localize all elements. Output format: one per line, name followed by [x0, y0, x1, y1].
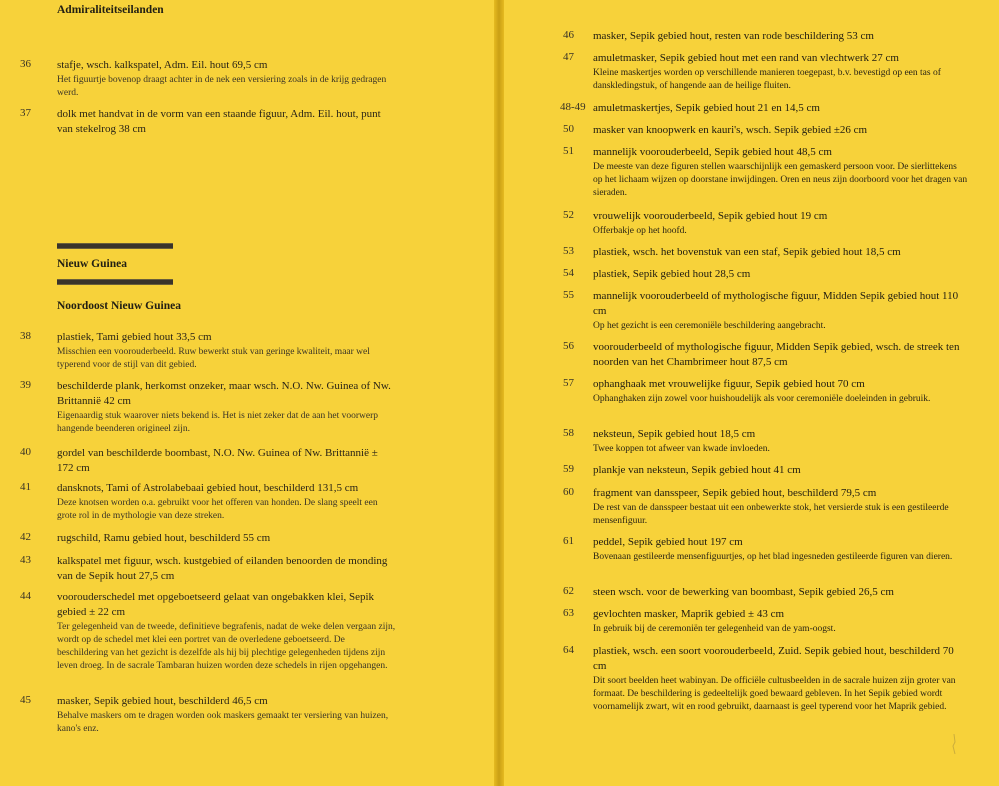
- entry-note: De meeste van deze figuren stellen waarschijnlijk een gemaskerd persoon voor. De sierlittekens op het lichaam wijzen op doorstane inwijdingen. Oren en neus zijn doorboord voor het dragen van sieraden.: [593, 162, 968, 198]
- entry-title: rugschild, Ramu gebied hout, beschilderd 55 cm: [57, 532, 271, 544]
- section-rule: [57, 279, 173, 285]
- entry-note: In gebruik bij de ceremoniën ter gelegenheid van de yam-oogst.: [593, 624, 836, 634]
- right-page: [503, 0, 999, 786]
- entry-note: Dit soort beelden heet wabinyan. De officiële cultusbeelden in de sacrale huizen zijn groter van formaat. De beschildering is gedeeltelijk goed bewaard gebleven. In het Sepik gebied wordt voornamelijk zwart, wit en rood gebruikt, daarnaast is geel typerend voor het Maprik gebied.: [593, 676, 956, 712]
- entry-number: 58: [563, 427, 574, 439]
- entry-note: Offerbakje op het hoofd.: [593, 226, 687, 236]
- entry-number: 57: [563, 377, 574, 389]
- entry-number: 53: [563, 245, 574, 257]
- entry-title: plastiek, Sepik gebied hout 28,5 cm: [593, 268, 751, 280]
- entry-number: 36: [20, 58, 31, 70]
- entry-title: plastiek, wsch. een soort voorouderbeeld, Zuid. Sepik gebied hout, beschilderd 70 cm: [593, 645, 954, 672]
- entry-title: gordel van beschilderde boombast, N.O. Nw. Guinea of Nw. Brittannië ± 172 cm: [57, 447, 378, 474]
- entry-number: 64: [563, 644, 574, 656]
- section-heading-admiraliteitseilanden: Admiraliteitseilanden: [57, 4, 164, 16]
- entry-number: 50: [563, 123, 574, 135]
- pencil-mark-icon: [949, 732, 959, 756]
- entry-number: 63: [563, 607, 574, 619]
- entry-number: 55: [563, 289, 574, 301]
- entry-title: plastiek, Tami gebied hout 33,5 cm: [57, 331, 212, 343]
- entry-title: masker, Sepik gebied hout, resten van rode beschildering 53 cm: [593, 30, 874, 42]
- entry-note: Bovenaan gestileerde mensenfiguurtjes, op het blad ingesneden gestileerde figuren van dieren.: [593, 552, 953, 562]
- entry-number: 44: [20, 590, 31, 602]
- left-page: [0, 0, 495, 786]
- entry-title: amuletmasker, Sepik gebied hout met een rand van vlechtwerk 27 cm: [593, 52, 899, 64]
- entry-number: 48-49: [560, 101, 586, 113]
- entry-note: Twee koppen tot afweer van kwade invloeden.: [593, 444, 770, 454]
- section-rule: [57, 243, 173, 249]
- entry-title: mannelijk voorouderbeeld of mythologische figuur, Midden Sepik gebied hout 110 cm: [593, 290, 959, 317]
- entry-note: Eigenaardig stuk waarover niets bekend is. Het is niet zeker dat de aan het voorwerp hangende beenderen origineel zijn.: [57, 411, 379, 434]
- entry-number: 56: [563, 340, 574, 352]
- entry-number: 39: [20, 379, 31, 391]
- entry-number: 37: [20, 107, 31, 119]
- section-heading-noordoost-nieuw-guinea: Noordoost Nieuw Guinea: [57, 300, 181, 312]
- entry-number: 60: [563, 486, 574, 498]
- entry-title: gevlochten masker, Maprik gebied ± 43 cm: [593, 608, 785, 620]
- entry-note: Ophanghaken zijn zowel voor huishoudelijk als voor ceremoniële doeleinden in gebruik.: [593, 394, 931, 404]
- entry-title: vrouwelijk voorouderbeeld, Sepik gebied hout 19 cm: [593, 210, 828, 222]
- entry-number: 54: [563, 267, 574, 279]
- entry-note: De rest van de dansspeer bestaat uit een onbewerkte stok, het versierde stuk is een gestileerde mensenfiguur.: [593, 503, 949, 526]
- entry-number: 51: [563, 145, 574, 157]
- entry-note: Kleine maskertjes worden op verschillende manieren toegepast, b.v. bevestigd op een tas of danskledingstuk, of hangende aan de heilige fluiten.: [593, 68, 941, 91]
- entry-number: 45: [20, 694, 31, 706]
- entry-title: ophanghaak met vrouwelijke figuur, Sepik gebied hout 70 cm: [593, 378, 865, 390]
- entry-title: masker van knoopwerk en kauri's, wsch. Sepik gebied ±26 cm: [593, 124, 868, 136]
- entry-note: Misschien een voorouderbeeld. Ruw bewerkt stuk van geringe kwaliteit, maar wel typerend voor de stijl van dit gebied.: [57, 347, 370, 370]
- entry-number: 40: [20, 446, 31, 458]
- entry-number: 59: [563, 463, 574, 475]
- entry-number: 62: [563, 585, 574, 597]
- entry-note: Het figuurtje bovenop draagt achter in de nek een versiering zoals in de krijg gedragen werd.: [57, 75, 387, 98]
- section-heading-nieuw-guinea: Nieuw Guinea: [57, 258, 127, 270]
- entry-title: steen wsch. voor de bewerking van boombast, Sepik gebied 26,5 cm: [593, 586, 894, 598]
- entry-number: 47: [563, 51, 574, 63]
- entry-title: amuletmaskertjes, Sepik gebied hout 21 en 14,5 cm: [593, 102, 820, 114]
- entry-note: Behalve maskers om te dragen worden ook maskers gemaakt ter versiering van huizen, kano's enz.: [57, 711, 389, 734]
- entry-number: 52: [563, 209, 574, 221]
- entry-title: stafje, wsch. kalkspatel, Adm. Eil. hout 69,5 cm: [57, 59, 268, 71]
- entry-number: 42: [20, 531, 31, 543]
- entry-note: Op het gezicht is een ceremoniële beschildering aangebracht.: [593, 321, 826, 331]
- entry-number: 61: [563, 535, 574, 547]
- entry-number: 46: [563, 29, 574, 41]
- entry-title: peddel, Sepik gebied hout 197 cm: [593, 536, 743, 548]
- entry-title: mannelijk voorouderbeeld, Sepik gebied hout 48,5 cm: [593, 146, 832, 158]
- entry-number: 43: [20, 554, 31, 566]
- entry-title: plankje van neksteun, Sepik gebied hout 41 cm: [593, 464, 801, 476]
- entry-title: beschilderde plank, herkomst onzeker, maar wsch. N.O. Nw. Guinea of Nw. Brittannië 42 cm: [57, 380, 391, 407]
- entry-title: voorouderschedel met opgeboetseerd gelaat van ongebakken klei, Sepik gebied ± 22 cm: [57, 591, 375, 618]
- entry-title: fragment van dansspeer, Sepik gebied hout, beschilderd 79,5 cm: [593, 487, 877, 499]
- entry-title: voorouderbeeld of mythologische figuur, Midden Sepik gebied, wsch. de streek ten noorden van het Chambrimeer hout 87,5 cm: [593, 341, 960, 368]
- entry-title: dolk met handvat in de vorm van een staande figuur, Adm. Eil. hout, punt van stekelrog 38 cm: [57, 108, 381, 135]
- entry-note: Deze knotsen worden o.a. gebruikt voor het offeren van honden. De slang speelt een grote rol in de mythologie van deze streken.: [57, 498, 378, 521]
- entry-note: Ter gelegenheid van de tweede, definitieve begrafenis, nadat de weke delen vergaan zijn, wordt op de schedel met klei een portret van de overledene geboetseerd. De beschildering van het gezicht is dezelfde als hij bij plechtige gelegenheden tijdens zijn leven droeg. In de sacrale Tambaran huizen worden deze schedels in rijen opgehangen.: [57, 622, 396, 671]
- entry-number: 38: [20, 330, 31, 342]
- entry-title: masker, Sepik gebied hout, beschilderd 46,5 cm: [57, 695, 268, 707]
- entry-title: plastiek, wsch. het bovenstuk van een staf, Sepik gebied hout 18,5 cm: [593, 246, 901, 258]
- entry-title: kalkspatel met figuur, wsch. kustgebied of eilanden benoorden de monding van de Sepik hout 27,5 cm: [57, 555, 388, 582]
- entry-title: dansknots, Tami of Astrolabebaai gebied hout, beschilderd 131,5 cm: [57, 482, 359, 494]
- entry-title: neksteun, Sepik gebied hout 18,5 cm: [593, 428, 756, 440]
- entry-number: 41: [20, 481, 31, 493]
